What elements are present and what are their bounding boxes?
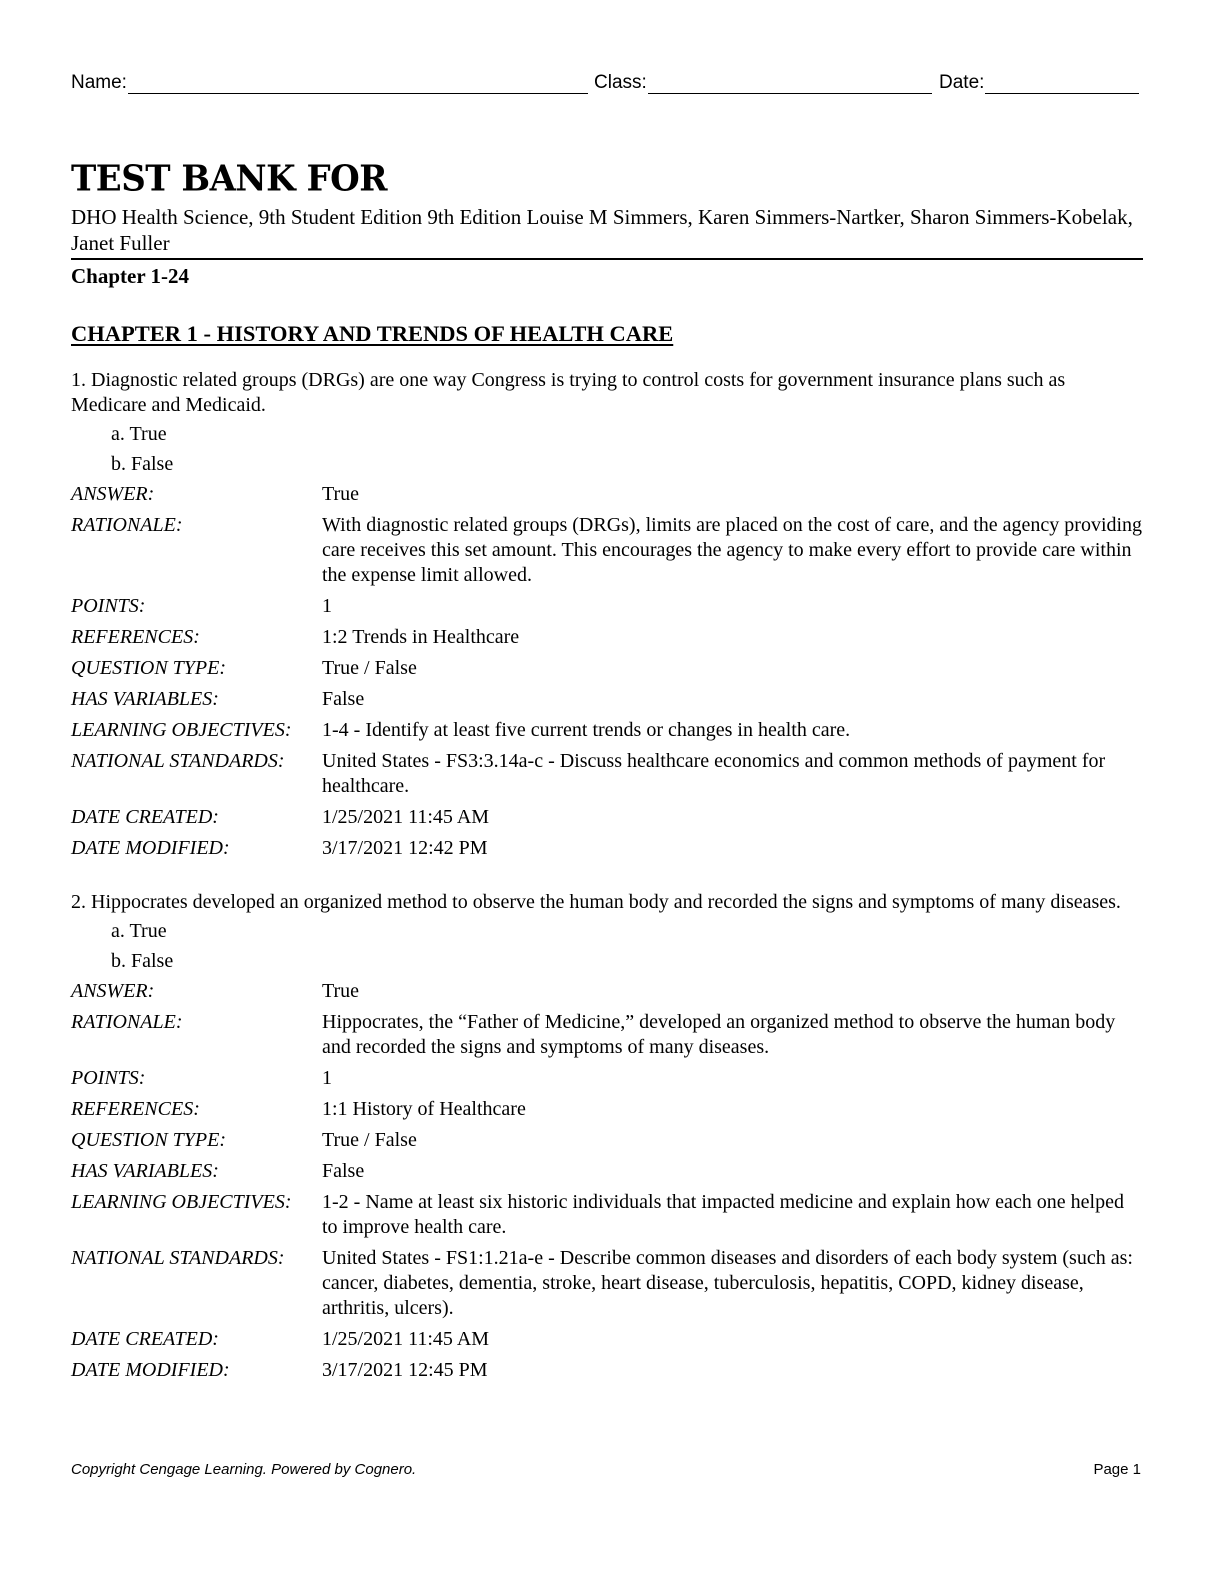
date-modified-label: DATE MODIFIED: [71, 1359, 230, 1381]
rationale-value: With diagnostic related groups (DRGs), limits are placed on the cost of care, and the agency providing care receives this set amount. This encourages the agency to make every effort to provide care within the expense limit allowed. [322, 514, 1143, 586]
choice-b[interactable]: b. False [111, 453, 174, 475]
date-created-value: 1/25/2021 11:45 AM [322, 1328, 490, 1350]
question-2 [71, 890, 1143, 1389]
date-created-label: DATE CREATED: [71, 806, 219, 828]
national-standards-value: United States - FS1:1.21a-e - Describe common diseases and disorders of each body system (such as: cancer, diabetes, dementia, stroke, heart disease, tuberculosis, hepatitis, COPD, kidney disease, arthritis, ulcers). [322, 1247, 1133, 1319]
rationale-row [71, 513, 1143, 588]
has-variables-row [71, 1159, 1143, 1184]
date-modified-row [71, 1358, 1143, 1383]
question-1 [71, 368, 1143, 867]
book-info: DHO Health Science, 9th Student Edition 9th Edition Louise M Simmers, Karen Simmers-Nartker, Sharon Simmers-Kobelak, Janet Fuller [71, 205, 1133, 255]
points-label: POINTS: [71, 595, 146, 617]
date-created-row [71, 1327, 1143, 1352]
question-type-row [71, 656, 1143, 681]
points-value: 1 [322, 595, 332, 617]
chapter-heading: CHAPTER 1 - HISTORY AND TRENDS OF HEALTH CARE [71, 321, 674, 346]
question-type-value: True / False [322, 1129, 417, 1151]
has-variables-value: False [322, 688, 365, 710]
choice-b[interactable]: b. False [111, 950, 174, 972]
has-variables-row [71, 687, 1143, 712]
rationale-label: RATIONALE: [71, 1011, 183, 1033]
date-label: Date: [939, 72, 985, 93]
test-bank-title: TEST BANK FOR [71, 158, 388, 200]
answer-label: ANSWER: [71, 980, 155, 1002]
answer-label: ANSWER: [71, 483, 155, 505]
class-field[interactable] [594, 72, 932, 94]
answer-row [71, 482, 1143, 507]
has-variables-value: False [322, 1160, 365, 1182]
footer-copyright: Copyright Cengage Learning. Powered by Cognero. [71, 1461, 417, 1478]
references-label: REFERENCES: [71, 1098, 200, 1120]
has-variables-label: HAS VARIABLES: [71, 688, 219, 710]
date-modified-label: DATE MODIFIED: [71, 837, 230, 859]
rationale-value: Hippocrates, the “Father of Medicine,” developed an organized method to observe the human body and recorded the signs and symptoms of many diseases. [322, 1011, 1116, 1058]
answer-row [71, 979, 1143, 1004]
national-standards-value: United States - FS3:3.14a-c - Discuss healthcare economics and common methods of payment for healthcare. [322, 750, 1106, 797]
class-blank-line[interactable] [648, 73, 932, 94]
rationale-label: RATIONALE: [71, 514, 183, 536]
learning-objectives-row [71, 1190, 1143, 1240]
question-type-row [71, 1128, 1143, 1153]
question-type-value: True / False [322, 657, 417, 679]
rationale-row [71, 1010, 1143, 1060]
name-field[interactable] [71, 72, 588, 94]
national-standards-row [71, 749, 1143, 799]
learning-objectives-row [71, 718, 1143, 743]
question-type-label: QUESTION TYPE: [71, 1129, 227, 1151]
learning-objectives-value: 1-2 - Name at least six historic individuals that impacted medicine and explain how each one helped to improve health care. [322, 1191, 1124, 1238]
date-modified-row [71, 836, 1143, 861]
class-label: Class: [594, 72, 647, 93]
references-value: 1:1 History of Healthcare [322, 1098, 526, 1120]
references-row [71, 1097, 1143, 1122]
date-created-row [71, 805, 1143, 830]
question-text: 2. Hippocrates developed an organized method to observe the human body and recorded the signs and symptoms of many diseases. [71, 891, 1121, 913]
question-type-label: QUESTION TYPE: [71, 657, 227, 679]
has-variables-label: HAS VARIABLES: [71, 1160, 219, 1182]
learning-objectives-label: LEARNING OBJECTIVES: [71, 719, 292, 741]
question-text: 1. Diagnostic related groups (DRGs) are one way Congress is trying to control costs for government insurance plans such as Medicare and Medicaid. [71, 369, 1066, 416]
learning-objectives-value: 1-4 - Identify at least five current trends or changes in health care. [322, 719, 851, 741]
date-modified-value: 3/17/2021 12:42 PM [322, 837, 488, 859]
references-value: 1:2 Trends in Healthcare [322, 626, 520, 648]
date-field[interactable] [939, 72, 1139, 94]
points-label: POINTS: [71, 1067, 146, 1089]
references-label: REFERENCES: [71, 626, 200, 648]
points-row [71, 1066, 1143, 1091]
national-standards-label: NATIONAL STANDARDS: [71, 750, 285, 772]
date-blank-line[interactable] [985, 73, 1139, 94]
student-info-fields [71, 72, 1141, 98]
national-standards-label: NATIONAL STANDARDS: [71, 1247, 285, 1269]
choice-a[interactable]: a. True [111, 920, 167, 942]
points-value: 1 [322, 1067, 332, 1089]
learning-objectives-label: LEARNING OBJECTIVES: [71, 1191, 292, 1213]
chapter-range: Chapter 1-24 [71, 264, 190, 288]
references-row [71, 625, 1143, 650]
name-blank-line[interactable] [128, 73, 588, 94]
footer-page-number: Page 1 [1093, 1461, 1141, 1478]
date-created-value: 1/25/2021 11:45 AM [322, 806, 490, 828]
answer-value: True [322, 980, 360, 1002]
national-standards-row [71, 1246, 1143, 1321]
name-label: Name: [71, 72, 127, 93]
date-created-label: DATE CREATED: [71, 1328, 219, 1350]
choice-a[interactable]: a. True [111, 423, 167, 445]
title-divider [71, 258, 1143, 260]
answer-value: True [322, 483, 360, 505]
date-modified-value: 3/17/2021 12:45 PM [322, 1359, 488, 1381]
points-row [71, 594, 1143, 619]
